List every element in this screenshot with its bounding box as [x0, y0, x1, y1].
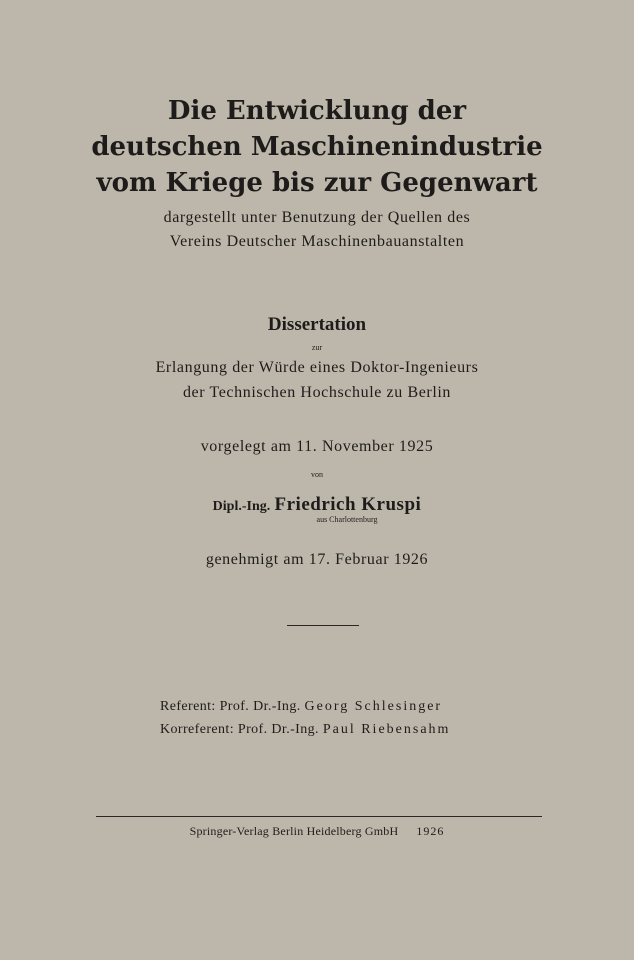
author-origin: aus Charlottenburg — [316, 515, 378, 524]
footer-divider — [96, 816, 542, 817]
author-title: Dipl.-Ing. — [212, 499, 271, 514]
submitted-date: vorgelegt am 11. November 1925 — [200, 438, 434, 455]
dissertation-heading: Dissertation — [267, 314, 367, 335]
von-text: von — [311, 470, 323, 479]
title-line-2: deutschen Maschinenindustrie — [91, 132, 543, 162]
referent-line — [160, 697, 442, 717]
approved-date: genehmigt am 17. Februar 1926 — [205, 551, 429, 568]
zur-text: zur — [311, 343, 323, 352]
author-name: Friedrich Kruspi — [274, 494, 422, 515]
dissertation-line-1: Erlangung der Würde eines Doktor-Ingenieurs — [155, 359, 479, 376]
referent-label: Referent: Prof. Dr.-Ing. — [160, 699, 301, 714]
publisher-name: Springer-Verlag Berlin Heidelberg GmbH — [189, 824, 399, 838]
author-line — [0, 495, 634, 517]
title-line-3: vom Kriege bis zur Gegenwart — [96, 168, 538, 198]
title-line-1: Die Entwicklung der — [167, 96, 467, 126]
referent-name: Georg Schlesinger — [304, 699, 443, 714]
korreferent-line — [160, 720, 450, 740]
publisher-line — [0, 823, 634, 839]
subtitle-line-2: Vereins Deutscher Maschinenbauanstalten — [169, 233, 465, 250]
dissertation-line-2: der Technischen Hochschule zu Berlin — [182, 384, 452, 401]
publication-year: 1926 — [416, 824, 445, 838]
korreferent-name: Paul Riebensahm — [322, 722, 451, 737]
korreferent-label: Korreferent: Prof. Dr.-Ing. — [160, 722, 319, 737]
subtitle-line-1: dargestellt unter Benutzung der Quellen des — [163, 209, 471, 226]
short-divider — [287, 625, 359, 626]
